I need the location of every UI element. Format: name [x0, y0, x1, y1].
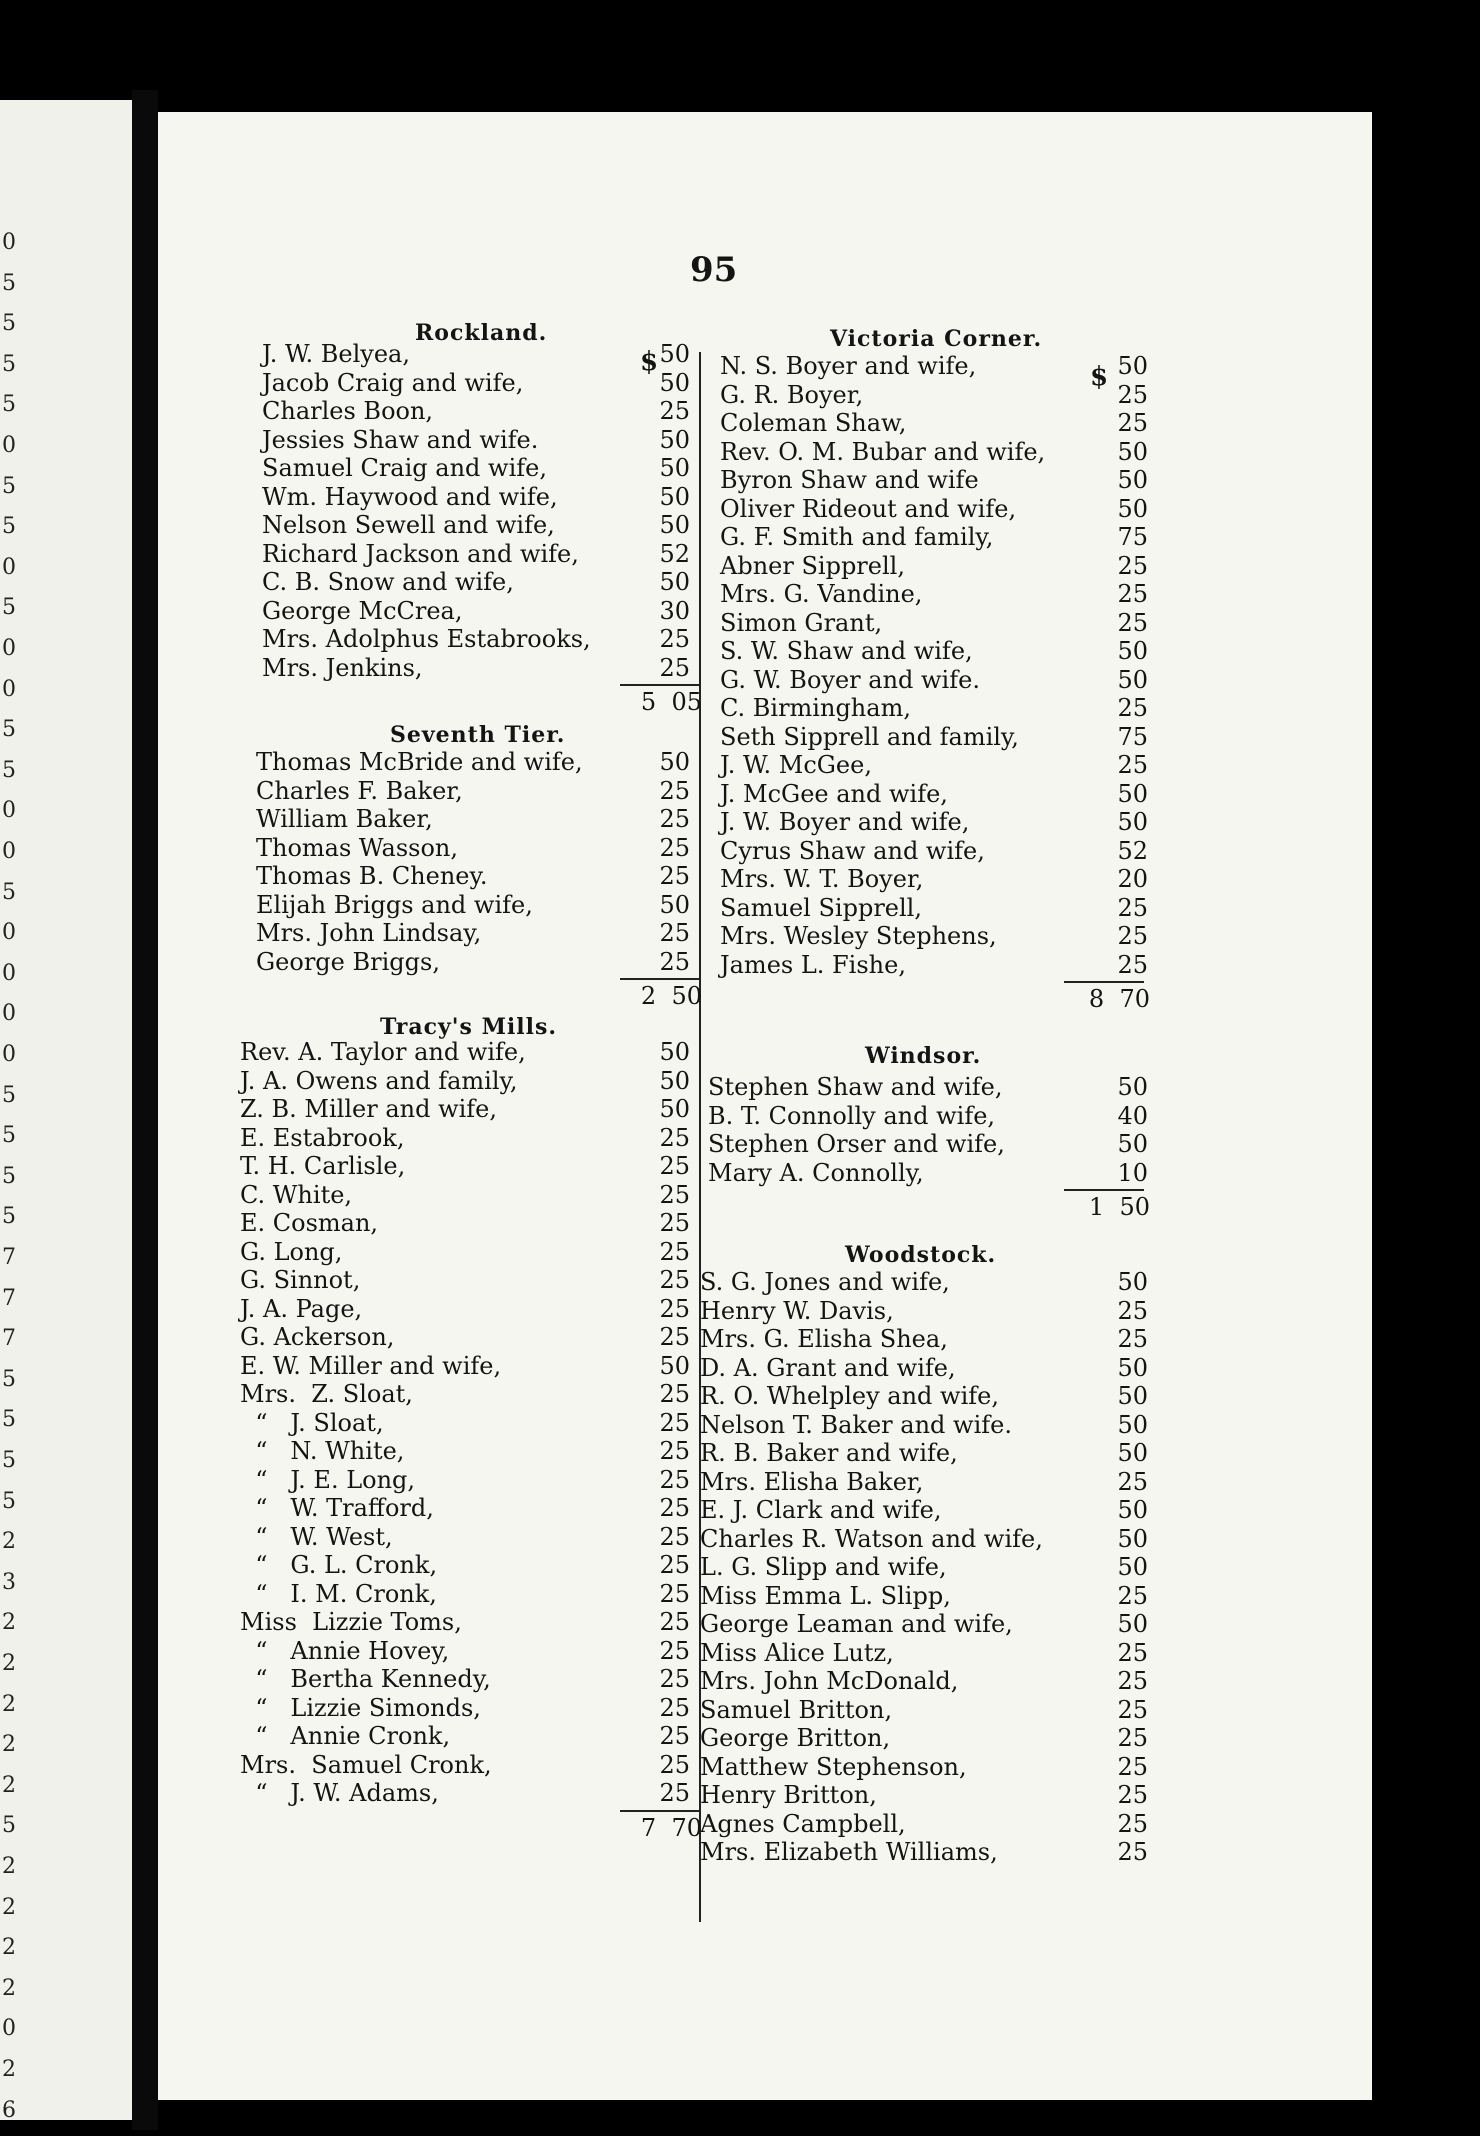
entry-name: G. R. Boyer,	[720, 380, 864, 409]
edge-fragment: 2	[2, 1894, 16, 1920]
entry-name: Jacob Craig and wife,	[262, 368, 524, 397]
entry-row: S. G. Jones and wife, 50	[700, 1268, 1148, 1296]
entry-name: Jessies Shaw and wife.	[262, 425, 539, 454]
entry-name: L. G. Slipp and wife,	[700, 1553, 947, 1581]
entry-name: Mrs. G. Vandine,	[720, 580, 923, 608]
entry-name: Coleman Shaw,	[720, 409, 907, 437]
entry-row: Charles Boon, 25	[262, 397, 690, 425]
edge-fragment: 0	[2, 1001, 16, 1027]
edge-fragment: 5	[2, 1488, 16, 1514]
entry-name: Oliver Rideout and wife,	[720, 494, 1017, 523]
entry-row: “ J. E. Long, 25	[240, 1465, 690, 1494]
entry-name: William Baker,	[256, 805, 433, 833]
entry-row: “ J. W. Adams, 25	[240, 1779, 690, 1807]
entry-name: Mrs. John Lindsay,	[256, 919, 482, 947]
edge-fragment: 0	[2, 920, 16, 946]
entry-name: G. Ackerson,	[240, 1323, 395, 1351]
entry-row: George Leaman and wife, 50	[700, 1610, 1148, 1638]
entry-name: E. J. Clark and wife,	[700, 1496, 942, 1524]
entry-name: Thomas B. Cheney.	[256, 862, 488, 890]
entry-row: J. W. Belyea, 50	[262, 340, 690, 368]
entry-name: “ Lizzie Simonds,	[240, 1693, 481, 1722]
entry-row: “ N. White, 25	[240, 1437, 690, 1465]
entry-row: Mrs. G. Vandine, 25	[720, 580, 1148, 608]
entry-row: Mrs. Samuel Cronk, 25	[240, 1750, 690, 1779]
entry-row: L. G. Slipp and wife, 50	[700, 1553, 1148, 1581]
entry-name: E. Cosman,	[240, 1209, 379, 1237]
entry-row: Charles F. Baker, 25	[256, 776, 690, 805]
entry-name: Samuel Craig and wife,	[262, 454, 547, 482]
entry-row: G. F. Smith and family, 75	[720, 523, 1148, 551]
entry-row: C. Birmingham, 25	[720, 694, 1148, 722]
entry-name: N. S. Boyer and wife,	[720, 352, 977, 380]
entry-name: Samuel Sipprell,	[720, 893, 922, 922]
edge-fragment: 7	[2, 1326, 16, 1352]
entry-row: R. B. Baker and wife, 50	[700, 1439, 1148, 1467]
entry-row: George Britton, 25	[700, 1724, 1148, 1752]
edge-fragment: 0	[2, 433, 16, 458]
entry-row: Rev. A. Taylor and wife, 50	[240, 1038, 690, 1066]
entry-row: N. S. Boyer and wife, 50	[720, 352, 1148, 380]
entry-name: G. Sinnot,	[240, 1266, 361, 1294]
entry-row: Rev. O. M. Bubar and wife, 50	[720, 437, 1148, 466]
edge-fragment: 5	[2, 351, 16, 377]
entry-row: “ G. L. Cronk, 25	[240, 1551, 690, 1579]
edge-fragment: 0	[2, 798, 16, 824]
entry-name: “ J. W. Adams,	[240, 1779, 439, 1807]
edge-fragment: 5	[2, 1204, 16, 1230]
entry-name: J. W. Boyer and wife,	[720, 808, 970, 836]
edge-fragment: 5	[2, 311, 16, 337]
entry-name: G. W. Boyer and wife.	[720, 665, 980, 694]
entry-row: Samuel Sipprell, 25	[720, 893, 1148, 922]
entry-name: G. F. Smith and family,	[720, 523, 994, 551]
entry-row: G. W. Boyer and wife. 50	[720, 665, 1148, 694]
section-heading: Rockland.	[415, 320, 548, 346]
edge-fragment: 5	[2, 1407, 16, 1433]
left-page-fragments	[0, 100, 20, 2123]
edge-fragment: 2	[2, 1935, 16, 1961]
entry-row: G. Ackerson, 25	[240, 1323, 690, 1351]
entry-row: G. R. Boyer, 25	[720, 380, 1148, 409]
edge-fragment: 5	[2, 514, 16, 540]
entry-name: Mrs. John McDonald,	[700, 1667, 959, 1695]
entry-name: J. McGee and wife,	[720, 779, 948, 808]
edge-fragment: 0	[2, 2016, 16, 2042]
entry-name: “ Annie Hovey,	[240, 1636, 450, 1665]
edge-fragment: 0	[2, 554, 16, 580]
entry-row: Wm. Haywood and wife, 50	[262, 482, 690, 511]
entry-row: Thomas McBride and wife, 50	[256, 748, 690, 776]
entry-row: Mrs. G. Elisha Shea, 25	[700, 1325, 1148, 1353]
edge-fragment: 5	[2, 879, 16, 905]
entry-name: S. W. Shaw and wife,	[720, 637, 973, 665]
entry-name: George McCrea,	[262, 596, 463, 625]
entry-row: Richard Jackson and wife, 52	[262, 539, 690, 568]
entry-name: Mrs. Adolphus Estabrooks,	[262, 625, 591, 653]
entry-row: S. W. Shaw and wife, 50	[720, 637, 1148, 665]
section-total: 5 05	[640, 688, 702, 716]
entry-name: Mrs. Elizabeth Williams,	[700, 1838, 998, 1866]
entry-name: George Britton,	[700, 1724, 891, 1752]
entry-name: J. W. Belyea,	[262, 340, 410, 368]
edge-fragment: 5	[2, 757, 16, 783]
section-total: 1 50	[1088, 1193, 1150, 1221]
book-gutter	[132, 90, 158, 2130]
entry-row: “ Bertha Kennedy, 25	[240, 1665, 690, 1693]
entry-row: James L. Fishe, 25	[720, 950, 1148, 979]
edge-fragment: 0	[2, 960, 16, 986]
entry-row: Cyrus Shaw and wife, 52	[720, 836, 1148, 865]
entry-name: Byron Shaw and wife	[720, 466, 979, 494]
entry-row: Henry W. Davis, 25	[700, 1296, 1148, 1325]
section-total: 8 70	[1088, 985, 1150, 1013]
entry-name: Seth Sipprell and family,	[720, 722, 1019, 751]
entry-row: G. Long, 25	[240, 1237, 690, 1266]
total-rule	[620, 1810, 700, 1812]
edge-fragment: 0	[2, 1042, 16, 1067]
entry-name: R. O. Whelpley and wife,	[700, 1382, 999, 1410]
entry-row: “ Annie Hovey, 25	[240, 1636, 690, 1665]
entry-row: Samuel Britton, 25	[700, 1695, 1148, 1724]
entry-name: E. W. Miller and wife,	[240, 1351, 502, 1380]
entry-row: J. McGee and wife, 50	[720, 779, 1148, 808]
edge-fragment: 0	[2, 676, 16, 702]
entry-name: Mrs. Z. Sloat,	[240, 1380, 413, 1408]
entry-name: Wm. Haywood and wife,	[262, 482, 558, 511]
edge-fragment: 5	[2, 1082, 16, 1108]
entry-name: Thomas McBride and wife,	[256, 748, 583, 776]
entry-row: Jacob Craig and wife, 50	[262, 368, 690, 397]
entry-row: Henry Britton, 25	[700, 1781, 1148, 1809]
edge-fragment: 5	[2, 1366, 16, 1392]
entry-name: J. W. McGee,	[720, 751, 872, 779]
entry-row: William Baker, 25	[256, 805, 690, 833]
entry-row: Mary A. Connolly, 10	[708, 1158, 1148, 1187]
entry-row: “ I. M. Cronk, 25	[240, 1579, 690, 1608]
entry-row: Mrs. Elisha Baker, 25	[700, 1467, 1148, 1496]
section-total: 7 70	[640, 1813, 702, 1842]
edge-fragment: 5	[2, 270, 16, 296]
entry-row: Mrs. Z. Sloat, 25	[240, 1380, 690, 1408]
entry-name: B. T. Connolly and wife,	[708, 1101, 996, 1130]
entry-row: Thomas B. Cheney. 25	[256, 862, 690, 890]
edge-fragment: 2	[2, 1732, 16, 1758]
entry-row: Mrs. John Lindsay, 25	[256, 919, 690, 947]
entry-name: Samuel Britton,	[700, 1695, 893, 1724]
entry-row: R. O. Whelpley and wife, 50	[700, 1382, 1148, 1410]
entry-row: J. A. Owens and family, 50	[240, 1066, 690, 1095]
entry-row: Simon Grant, 25	[720, 608, 1148, 637]
section-heading: Tracy's Mills.	[380, 1014, 558, 1040]
edge-fragment: 2	[2, 1975, 16, 2001]
entry-name: James L. Fishe,	[720, 950, 906, 979]
entry-name: Miss Lizzie Toms,	[240, 1608, 462, 1636]
entry-name: Henry Britton,	[700, 1781, 877, 1809]
entry-name: “ I. M. Cronk,	[240, 1579, 437, 1608]
section-heading: Windsor.	[865, 1043, 982, 1069]
entry-row: D. A. Grant and wife, 50	[700, 1353, 1148, 1382]
entry-row: “ W. West, 25	[240, 1522, 690, 1551]
entry-name: J. A. Owens and family,	[240, 1066, 518, 1095]
entry-row: Mrs. Jenkins, 25	[262, 653, 690, 682]
entry-row: E. Cosman, 25	[240, 1209, 690, 1237]
entry-row: Miss Emma L. Slipp, 25	[700, 1581, 1148, 1610]
entry-row: “ W. Trafford, 25	[240, 1494, 690, 1522]
entry-row: C. B. Snow and wife, 50	[262, 568, 690, 596]
entry-name: Rev. A. Taylor and wife,	[240, 1038, 526, 1066]
entry-row: Miss Lizzie Toms, 25	[240, 1608, 690, 1636]
entry-row: “ Lizzie Simonds, 25	[240, 1693, 690, 1722]
entry-row: George Briggs, 25	[256, 947, 690, 976]
entry-name: Agnes Campbell,	[700, 1809, 906, 1838]
edge-fragment: 0	[2, 230, 16, 255]
entry-name: “ J. E. Long,	[240, 1465, 416, 1494]
edge-fragment: 2	[2, 1854, 16, 1879]
currency-symbol: $	[1090, 362, 1109, 392]
entry-name: D. A. Grant and wife,	[700, 1353, 956, 1382]
entry-row: Nelson T. Baker and wife. 50	[700, 1410, 1148, 1439]
entry-row: “ Annie Cronk, 25	[240, 1722, 690, 1750]
entry-name: “ J. Sloat,	[240, 1408, 384, 1437]
entry-row: Mrs. Elizabeth Williams, 25	[700, 1838, 1148, 1866]
entry-row: Mrs. John McDonald, 25	[700, 1667, 1148, 1695]
entry-name: Simon Grant,	[720, 608, 883, 637]
entry-name: “ N. White,	[240, 1437, 405, 1465]
entry-row: Matthew Stephenson, 25	[700, 1752, 1148, 1781]
entry-name: Charles R. Watson and wife,	[700, 1524, 1043, 1553]
entry-name: “ Annie Cronk,	[240, 1722, 451, 1750]
edge-fragment: 3	[2, 1569, 16, 1595]
entry-name: Miss Emma L. Slipp,	[700, 1581, 951, 1610]
edge-fragment: 2	[2, 1772, 16, 1798]
entry-row: J. W. Boyer and wife, 50	[720, 808, 1148, 836]
edge-fragment: 5	[2, 595, 16, 621]
entry-row: B. T. Connolly and wife, 40	[708, 1101, 1148, 1130]
entry-name: “ Bertha Kennedy,	[240, 1665, 491, 1693]
entry-row: Jessies Shaw and wife. 50	[262, 425, 690, 454]
entry-row: C. White, 25	[240, 1180, 690, 1209]
entry-row: Mrs. Adolphus Estabrooks, 25	[262, 625, 690, 653]
edge-fragment: 7	[2, 1285, 16, 1311]
entry-row: Coleman Shaw, 25	[720, 409, 1148, 437]
entry-name: Mary A. Connolly,	[708, 1158, 924, 1187]
entry-name: Nelson T. Baker and wife.	[700, 1410, 1012, 1439]
entry-name: Z. B. Miller and wife,	[240, 1095, 498, 1123]
entry-name: E. Estabrook,	[240, 1123, 405, 1152]
entry-name: Mrs. G. Elisha Shea,	[700, 1325, 948, 1353]
total-rule	[620, 684, 700, 686]
edge-fragment: 2	[2, 1610, 16, 1636]
entry-name: G. Long,	[240, 1237, 343, 1266]
entry-name: Elijah Briggs and wife,	[256, 890, 533, 919]
edge-fragment: 5	[2, 473, 16, 499]
edge-fragment: 5	[2, 1163, 16, 1189]
entry-row: “ J. Sloat, 25	[240, 1408, 690, 1437]
document-page	[158, 112, 1372, 2100]
entry-row: Byron Shaw and wife 50	[720, 466, 1148, 494]
edge-fragment: 2	[2, 1529, 16, 1555]
section-heading: Woodstock.	[845, 1242, 997, 1268]
entry-name: “ W. West,	[240, 1522, 393, 1551]
currency-symbol: $	[640, 347, 659, 377]
entry-name: Mrs. Wesley Stephens,	[720, 922, 997, 950]
entry-name: “ W. Trafford,	[240, 1494, 434, 1522]
edge-fragment: 5	[2, 392, 16, 418]
entry-name: Miss Alice Lutz,	[700, 1638, 894, 1667]
entry-name: Nelson Sewell and wife,	[262, 511, 555, 539]
edge-fragment: 0	[2, 636, 16, 661]
section-heading: Victoria Corner.	[830, 326, 1043, 352]
edge-fragment: 2	[2, 1651, 16, 1676]
entry-name: C. B. Snow and wife,	[262, 568, 514, 596]
edge-fragment: 5	[2, 1123, 16, 1149]
entry-row: Elijah Briggs and wife, 50	[256, 890, 690, 919]
entry-row: J. A. Page, 25	[240, 1294, 690, 1323]
total-rule	[1064, 981, 1144, 983]
entry-row: Agnes Campbell, 25	[700, 1809, 1148, 1838]
edge-fragment: 5	[2, 1448, 16, 1473]
section-total: 2 50	[640, 982, 702, 1010]
edge-fragment: 2	[2, 2057, 16, 2082]
edge-fragment: 0	[2, 839, 16, 864]
entry-row: Mrs. Wesley Stephens, 25	[720, 922, 1148, 950]
section-heading: Seventh Tier.	[390, 722, 566, 748]
entry-name: Rev. O. M. Bubar and wife,	[720, 437, 1046, 466]
total-rule	[620, 978, 700, 980]
entry-row: Oliver Rideout and wife, 50	[720, 494, 1148, 523]
total-rule	[1064, 1189, 1144, 1191]
entry-name: T. H. Carlisle,	[240, 1152, 406, 1180]
entry-name: “ G. L. Cronk,	[240, 1551, 438, 1579]
entry-name: Stephen Shaw and wife,	[708, 1073, 1003, 1101]
entry-row: George McCrea, 30	[262, 596, 690, 625]
entry-row: Charles R. Watson and wife, 50	[700, 1524, 1148, 1553]
entry-row: E. Estabrook, 25	[240, 1123, 690, 1152]
entry-row: Abner Sipprell, 25	[720, 551, 1148, 580]
entry-name: Mrs. W. T. Boyer,	[720, 865, 924, 893]
edge-fragment: 6	[2, 2097, 16, 2123]
entry-name: S. G. Jones and wife,	[700, 1268, 950, 1296]
entry-row: Stephen Shaw and wife, 50	[708, 1073, 1148, 1101]
entry-row: J. W. McGee, 25	[720, 751, 1148, 779]
entry-row: T. H. Carlisle, 25	[240, 1152, 690, 1180]
entry-row: G. Sinnot, 25	[240, 1266, 690, 1294]
entry-row: Nelson Sewell and wife, 50	[262, 511, 690, 539]
entry-name: Cyrus Shaw and wife,	[720, 836, 985, 865]
entry-name: Charles Boon,	[262, 397, 434, 425]
entry-row: E. W. Miller and wife, 50	[240, 1351, 690, 1380]
entry-name: Mrs. Samuel Cronk,	[240, 1750, 492, 1779]
entry-name: Stephen Orser and wife,	[708, 1130, 1005, 1158]
entry-name: Mrs. Jenkins,	[262, 653, 423, 682]
left-page-edge	[0, 100, 132, 2123]
entry-name: Mrs. Elisha Baker,	[700, 1467, 924, 1496]
entry-row: Miss Alice Lutz, 25	[700, 1638, 1148, 1667]
entry-name: George Leaman and wife,	[700, 1610, 1013, 1638]
entry-row: Thomas Wasson, 25	[256, 833, 690, 862]
entry-name: C. Birmingham,	[720, 694, 911, 722]
entry-name: C. White,	[240, 1180, 353, 1209]
entry-name: R. B. Baker and wife,	[700, 1439, 958, 1467]
entry-name: Richard Jackson and wife,	[262, 539, 579, 568]
entry-name: Henry W. Davis,	[700, 1296, 894, 1325]
entry-row: Seth Sipprell and family, 75	[720, 722, 1148, 751]
entry-row: Z. B. Miller and wife, 50	[240, 1095, 690, 1123]
entry-name: J. A. Page,	[240, 1294, 363, 1323]
entry-row: Mrs. W. T. Boyer, 20	[720, 865, 1148, 893]
edge-fragment: 2	[2, 1691, 16, 1717]
entry-row: Samuel Craig and wife, 50	[262, 454, 690, 482]
edge-fragment: 7	[2, 1245, 16, 1270]
edge-fragment: 5	[2, 717, 16, 743]
entry-name: Thomas Wasson,	[256, 833, 458, 862]
entry-name: Abner Sipprell,	[720, 551, 905, 580]
entry-name: Matthew Stephenson,	[700, 1752, 967, 1781]
entry-name: George Briggs,	[256, 947, 440, 976]
page-number: 95	[690, 250, 738, 290]
edge-fragment: 5	[2, 1813, 16, 1839]
entry-name: Charles F. Baker,	[256, 776, 463, 805]
entry-row: E. J. Clark and wife, 50	[700, 1496, 1148, 1524]
entry-row: Stephen Orser and wife, 50	[708, 1130, 1148, 1158]
